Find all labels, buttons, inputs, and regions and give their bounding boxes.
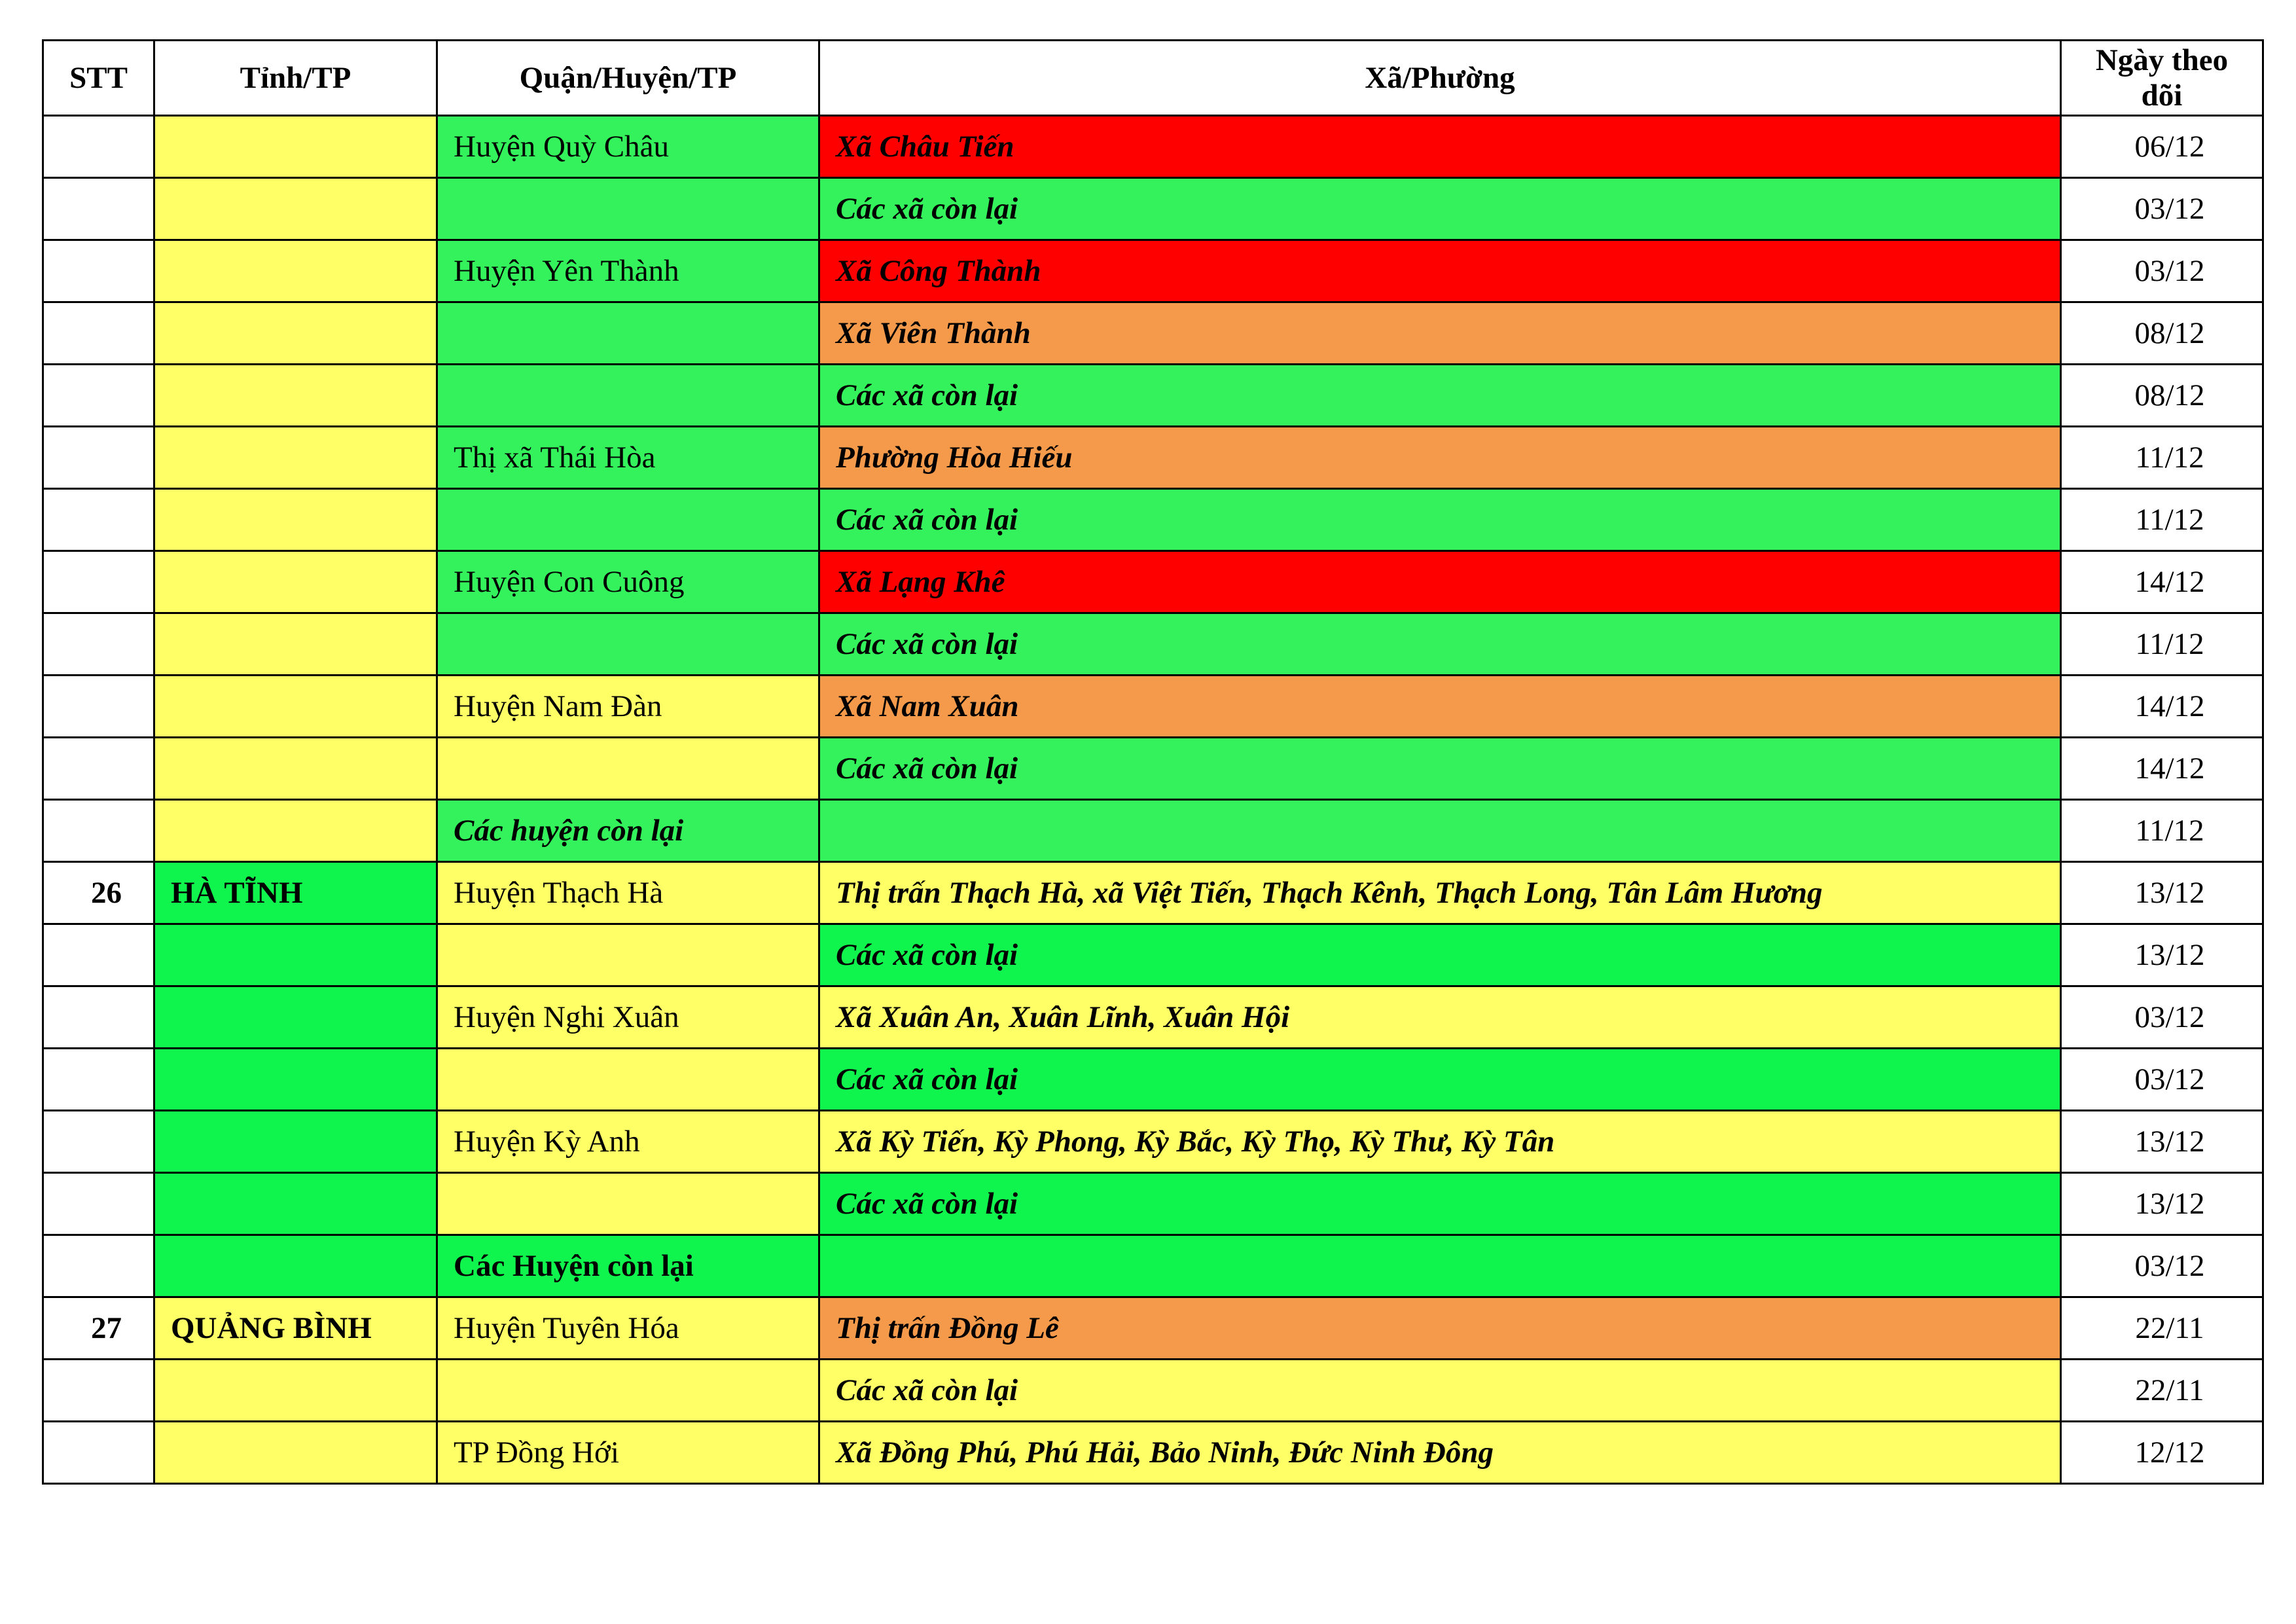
province-cell [154,489,437,551]
stt-cell [43,178,154,240]
commune-cell: Xã Viên Thành [819,302,2061,365]
province-cell: HÀ TĨNH [154,862,437,924]
table-row [43,1422,2263,1484]
province-cell [154,1360,437,1422]
province-cell [154,1422,437,1484]
date-cell: 11/12 [2061,427,2263,489]
date-cell: 03/12 [2061,1235,2263,1297]
header-district: Quận/Huyện/TP [437,41,819,116]
province-cell [154,178,437,240]
date-cell: 13/12 [2061,1173,2263,1235]
stt-cell [43,427,154,489]
date-cell: 06/12 [2061,116,2263,178]
table-row [43,116,2263,178]
table-row [43,178,2263,240]
commune-cell: Các xã còn lại [819,738,2061,800]
province-cell [154,986,437,1049]
province-cell [154,427,437,489]
commune-cell: Xã Công Thành [819,240,2061,302]
header-stt: STT [43,41,154,116]
province-cell [154,924,437,986]
stt-cell [43,924,154,986]
date-cell: 13/12 [2061,924,2263,986]
header-row [43,41,2263,116]
stt-cell [43,613,154,676]
commune-cell: Xã Nam Xuân [819,676,2061,738]
commune-cell: Xã Kỳ Tiến, Kỳ Phong, Kỳ Bắc, Kỳ Thọ, Kỳ Thư, Kỳ Tân [819,1111,2061,1173]
district-cell [437,1360,819,1422]
date-cell: 03/12 [2061,240,2263,302]
province-cell [154,738,437,800]
commune-cell: Các xã còn lại [819,1173,2061,1235]
district-cell: Các huyện còn lại [437,800,819,862]
stt-cell [43,365,154,427]
covid-level-table [42,39,2264,1485]
province-cell [154,1111,437,1173]
stt-cell [43,1111,154,1173]
province-cell [154,613,437,676]
province-cell [154,1235,437,1297]
date-cell: 14/12 [2061,551,2263,613]
commune-cell: Xã Châu Tiến [819,116,2061,178]
table-row [43,1360,2263,1422]
header-date [2061,41,2263,116]
stt-cell [43,551,154,613]
stt-cell [43,676,154,738]
table-row [43,1297,2263,1360]
district-cell [437,489,819,551]
district-cell: Huyện Quỳ Châu [437,116,819,178]
table-row [43,738,2263,800]
province-cell [154,302,437,365]
header-province: Tỉnh/TP [154,41,437,116]
commune-cell: Thị trấn Thạch Hà, xã Việt Tiến, Thạch Kênh, Thạch Long, Tân Lâm Hương [819,862,2061,924]
commune-cell: Các xã còn lại [819,178,2061,240]
commune-cell: Các xã còn lại [819,489,2061,551]
district-cell [437,738,819,800]
stt-cell [43,1049,154,1111]
table-row [43,613,2263,676]
date-cell: 13/12 [2061,862,2263,924]
province-cell: QUẢNG BÌNH [154,1297,437,1360]
district-cell: Huyện Nghi Xuân [437,986,819,1049]
district-cell: TP Đồng Hới [437,1422,819,1484]
district-cell: Huyện Con Cuông [437,551,819,613]
district-cell [437,1049,819,1111]
province-cell [154,116,437,178]
table-row [43,302,2263,365]
commune-cell: Xã Lạng Khê [819,551,2061,613]
province-cell [154,676,437,738]
date-cell: 22/11 [2061,1360,2263,1422]
district-cell [437,178,819,240]
district-cell: Huyện Tuyên Hóa [437,1297,819,1360]
table-row [43,986,2263,1049]
stt-cell [43,240,154,302]
district-cell [437,613,819,676]
table-row [43,489,2263,551]
table-row [43,800,2263,862]
district-cell [437,365,819,427]
date-cell: 11/12 [2061,489,2263,551]
date-cell: 11/12 [2061,613,2263,676]
table-row [43,676,2263,738]
commune-cell: Xã Xuân An, Xuân Lĩnh, Xuân Hội [819,986,2061,1049]
table-row [43,240,2263,302]
table-row [43,862,2263,924]
stt-cell: 26 [43,862,154,924]
district-cell: Huyện Kỳ Anh [437,1111,819,1173]
table-row [43,1111,2263,1173]
district-cell: Huyện Yên Thành [437,240,819,302]
stt-cell [43,116,154,178]
date-cell: 22/11 [2061,1297,2263,1360]
date-cell: 08/12 [2061,365,2263,427]
date-cell: 14/12 [2061,738,2263,800]
date-cell: 11/12 [2061,800,2263,862]
commune-cell: Phường Hòa Hiếu [819,427,2061,489]
commune-cell: Thị trấn Đồng Lê [819,1297,2061,1360]
district-cell [437,924,819,986]
province-cell [154,800,437,862]
stt-cell [43,986,154,1049]
commune-cell: Các xã còn lại [819,1360,2061,1422]
province-cell [154,551,437,613]
district-cell: Thị xã Thái Hòa [437,427,819,489]
commune-cell: Các xã còn lại [819,613,2061,676]
province-cell [154,1173,437,1235]
stt-cell [43,302,154,365]
date-cell: 14/12 [2061,676,2263,738]
header-date-line1: Ngày theo [2095,43,2229,77]
date-cell: 03/12 [2061,1049,2263,1111]
table-row [43,551,2263,613]
district-cell [437,302,819,365]
commune-cell: Các xã còn lại [819,1049,2061,1111]
date-cell: 12/12 [2061,1422,2263,1484]
commune-cell: Các xã còn lại [819,924,2061,986]
header-date-line2: dõi [2141,79,2183,113]
district-cell: Các Huyện còn lại [437,1235,819,1297]
stt-cell [43,1422,154,1484]
stt-cell [43,800,154,862]
commune-cell: Các xã còn lại [819,365,2061,427]
date-cell: 03/12 [2061,178,2263,240]
table-row [43,1235,2263,1297]
date-cell: 13/12 [2061,1111,2263,1173]
table-row [43,365,2263,427]
province-cell [154,1049,437,1111]
province-cell [154,240,437,302]
stt-cell: 27 [43,1297,154,1360]
commune-cell: Xã Đồng Phú, Phú Hải, Bảo Ninh, Đức Ninh Đông [819,1422,2061,1484]
date-cell: 08/12 [2061,302,2263,365]
table-row [43,924,2263,986]
commune-cell [819,1235,2061,1297]
stt-cell [43,1173,154,1235]
province-cell [154,365,437,427]
stt-cell [43,738,154,800]
district-cell: Huyện Thạch Hà [437,862,819,924]
table-row [43,1173,2263,1235]
stt-cell [43,1360,154,1422]
district-cell: Huyện Nam Đàn [437,676,819,738]
table-row [43,427,2263,489]
date-cell: 03/12 [2061,986,2263,1049]
table-row [43,1049,2263,1111]
stt-cell [43,1235,154,1297]
header-commune: Xã/Phường [819,41,2061,116]
stt-cell [43,489,154,551]
district-cell [437,1173,819,1235]
commune-cell [819,800,2061,862]
